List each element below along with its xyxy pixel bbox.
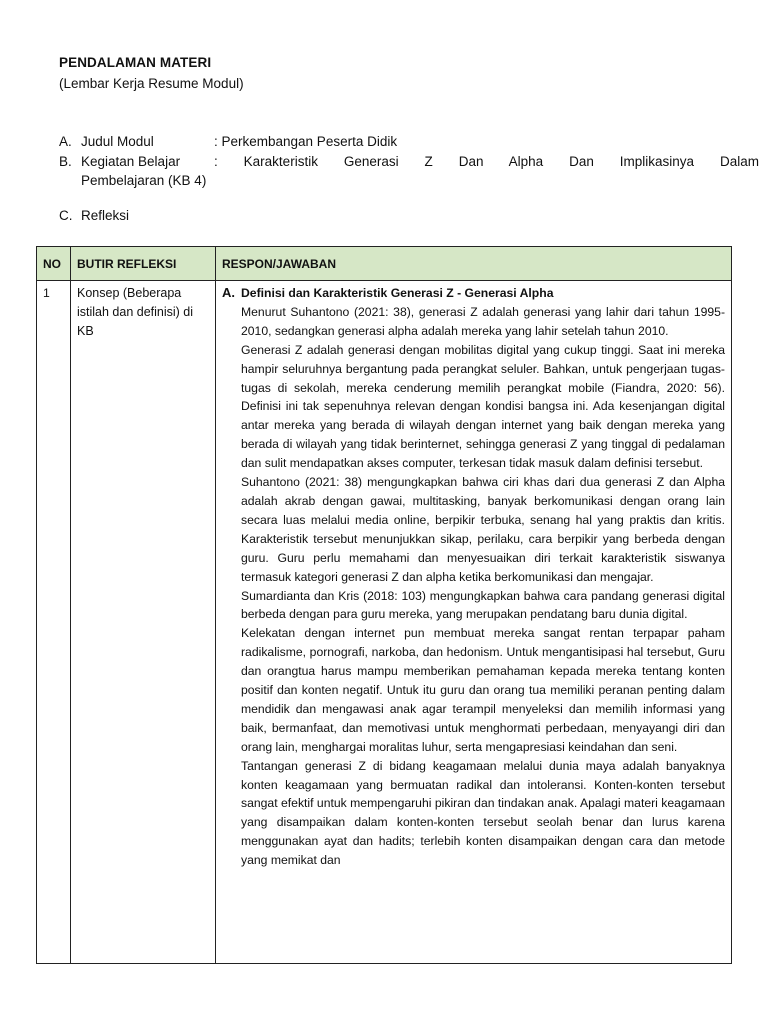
paragraph: Generasi Z adalah generasi dengan mobilitas digital yang cukup tinggi. Saat ini mereka hampir seluruhnya bergantung pada perangkat seluler. Bahkan, untuk pengerjaan tugas-tugas di sekolah, mereka cenderung memilih perangkat mobile (Fiandra, 2020: 56). Definisi ini tak sepenuhnya relevan dengan kondisi bangsa ini. Ada kesenjangan digital antar mereka yang berada di wilayah dengan internet yang baik dengan mereka yang berada di wilayah yang tidak berinternet, sehingga generasi Z yang tinggal di pedalaman dan sulit mendapatkan akses computer, terkesan tidak masuk dalam definisi tersebut.: [241, 342, 725, 471]
info-letter: B.: [59, 154, 72, 169]
cell-butir: Konsep (Beberapa istilah dan definisi) di KB: [71, 281, 216, 964]
info-letter: A.: [59, 134, 72, 149]
reflection-table: [36, 246, 732, 964]
header-butir-refleksi: BUTIR REFLEKSI: [71, 247, 216, 281]
info-value: : Karakteristik Generasi Z Dan Alpha Dan Implikasinya Dalam: [214, 154, 759, 169]
info-value-continued: Pembelajaran (KB 4): [81, 173, 207, 188]
info-row-judul-modul: [59, 132, 759, 152]
cell-no: 1: [37, 281, 71, 964]
info-label: Judul Modul: [81, 134, 154, 149]
info-label: Refleksi: [81, 208, 130, 223]
paragraph: Sumardianta dan Kris (2018: 103) mengungkapkan bahwa cara pandang generasi digital berbeda dengan para guru mereka, yang merupakan pendatang baru dunia digital.: [241, 588, 725, 622]
info-row-refleksi: [59, 206, 759, 226]
section-title: Definisi dan Karakteristik Generasi Z - Generasi Alpha: [241, 286, 554, 300]
info-value: : Perkembangan Peserta Didik: [214, 134, 398, 149]
info-label: Kegiatan Belajar: [81, 154, 181, 169]
table-row: [37, 281, 732, 964]
header-respon-jawaban: RESPON/JAWABAN: [216, 247, 732, 281]
paragraph: Kelekatan dengan internet pun membuat mereka sangat rentan terpapar paham radikalisme, pornografi, narkoba, dan hedonism. Untuk mengantisipasi hal tersebut, Guru dan orangtua harus mampu memberikan pemahaman kepada mereka tentang konten positif dan konten negatif. Untuk itu guru dan orang tua memiliki peranan penting dalam mendidik dan mengawasi anak agar terampil menyeleksi dan memilih informasi yang baik, bermanfaat, dan memotivasi untuk menghormati perbedaan, menyayangi diri dan orang lain, menghargai moralitas luhur, serta mengapresiasi keindahan dan seni.: [241, 626, 725, 754]
page-subtitle: (Lembar Kerja Resume Modul): [59, 76, 244, 91]
paragraph: Tantangan generasi Z di bidang keagamaan melalui dunia maya adalah banyaknya konten keagamaan yang bermuatan radikal dan intoleransi. Konten-konten tersebut sangat efektif untuk mempengaruhi pikiran dan tindakan anak. Apalagi materi keagamaan yang disampaikan dalam konten-konten tersebut seolah benar dan lurus karena menggunakan ayat dan hadits; terlebih konten disampaikan dengan cara dan metode yang memikat dan: [241, 758, 725, 868]
paragraph: Menurut Suhantono (2021: 38), generasi Z adalah generasi yang lahir dari tahun 1995-2010, sedangkan generasi alpha adalah mereka yang lahir setelah tahun 2010.: [241, 304, 725, 338]
response-block: [222, 284, 725, 870]
paragraph: Suhantono (2021: 38) mengungkapkan bahwa ciri khas dari dua generasi Z dan Alpha adalah akrab dengan gawai, multitasking, banyak berkomunikasi dengan orang lain secara luas melalui media online, berpikir terbuka, senang hal yang praktis dan kritis. Karakteristik tersebut menunjukkan sikap, perilaku, cara berpikir yang berbeda dengan guru. Guru perlu memahami dan menyesuaikan diri terkait karakteristik siswanya termasuk kategori generasi Z dan alpha ketika berkomunikasi dan mengajar.: [241, 475, 725, 584]
cell-respon: [216, 281, 732, 964]
table-header-row: [37, 247, 732, 281]
section-letter: A.: [222, 285, 235, 300]
info-letter: C.: [59, 208, 73, 223]
info-row-kegiatan-belajar: [59, 152, 759, 196]
page-title: PENDALAMAN MATERI: [59, 55, 212, 70]
header-no: NO: [37, 247, 71, 281]
module-info: [59, 132, 759, 226]
